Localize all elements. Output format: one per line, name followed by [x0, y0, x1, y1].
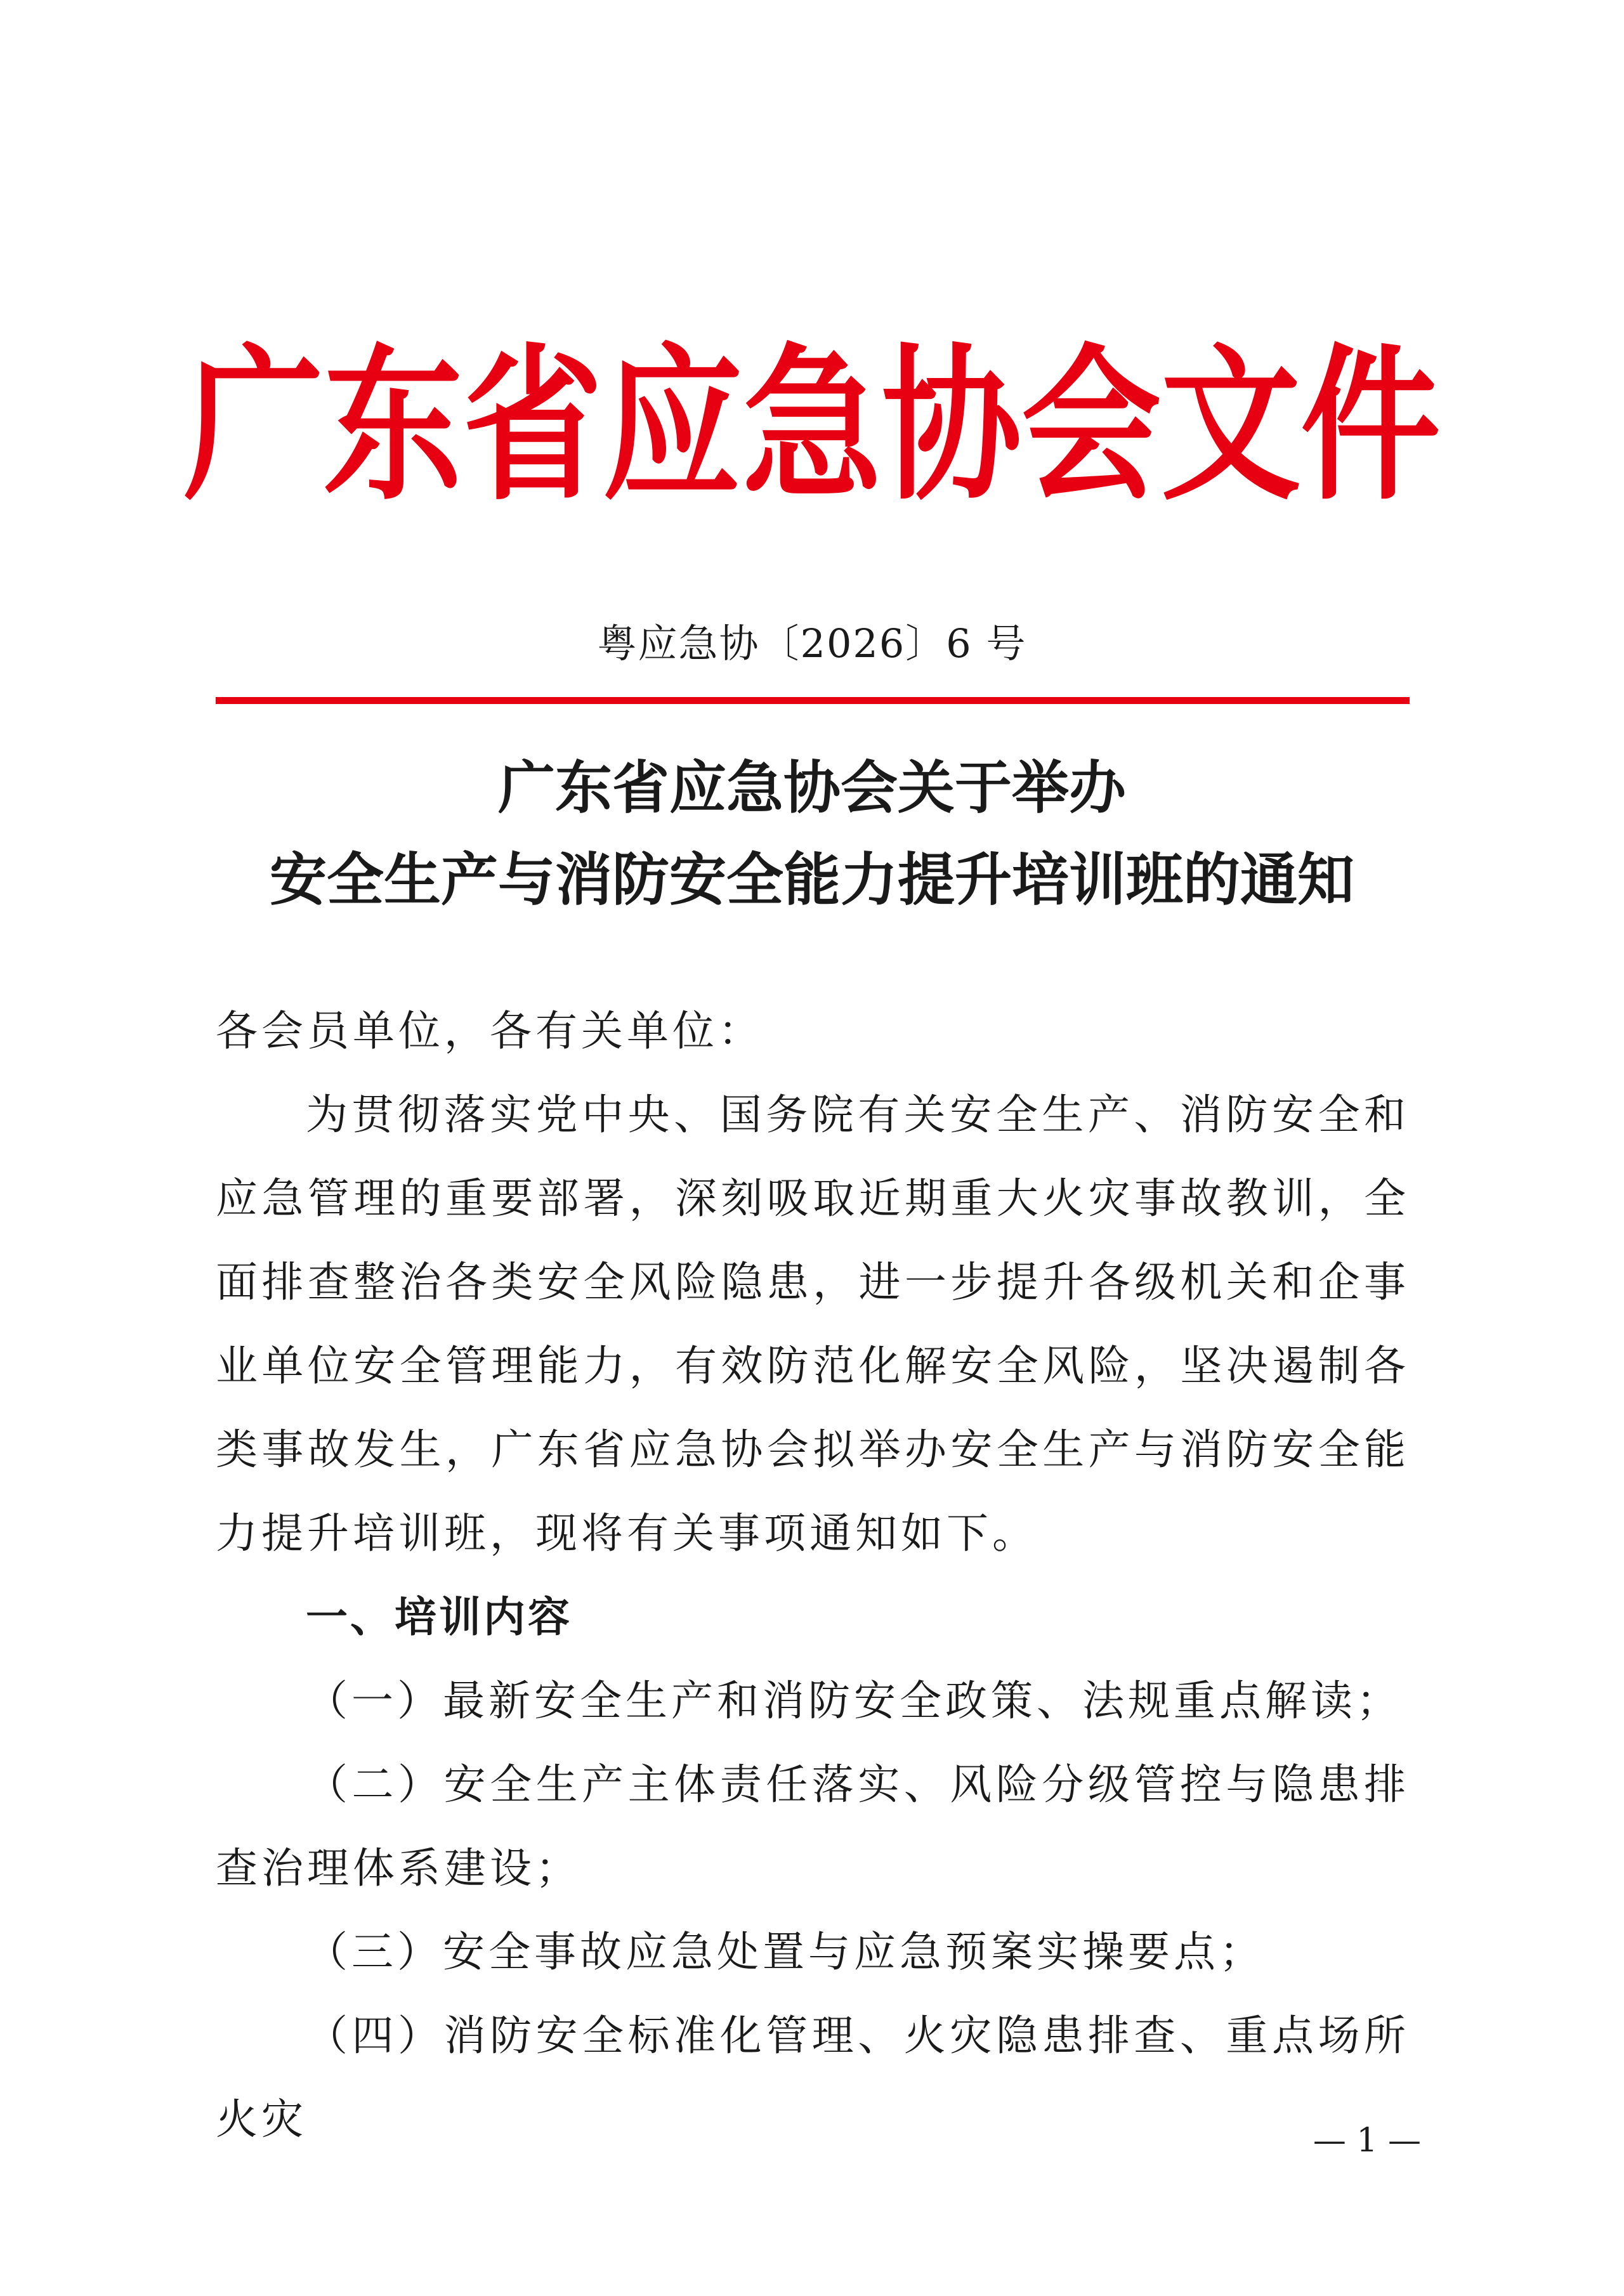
notice-title-line-2: 安全生产与消防安全能力提升培训班的通知	[270, 846, 1354, 913]
document-number: 粤应急协〔2026〕6 号	[597, 620, 1027, 667]
list-item: （四）消防安全标准化管理、火灾隐患排查、重点场所火灾	[216, 2011, 1410, 2144]
list-item: （一）最新安全生产和消防安全政策、法规重点解读；	[306, 1676, 1402, 1725]
list-item: （二）安全生产主体责任落实、风险分级管控与隐患排查治理体系建设；	[216, 1760, 1410, 1893]
page-number: — 1 —	[1313, 2122, 1421, 2160]
red-divider-line	[216, 697, 1410, 704]
section-heading-training-content: 一、培训内容	[306, 1593, 572, 1641]
salutation: 各会员单位，各有关单位：	[216, 1007, 764, 1055]
masthead-title: 广东省应急协会文件	[183, 327, 1441, 523]
notice-title-line-1: 广东省应急协会关于举办	[498, 754, 1126, 821]
notice-title	[0, 742, 1624, 926]
intro-paragraph: 为贯彻落实党中央、国务院有关安全生产、消防安全和应急管理的重要部署，深刻吸取近期重大火灾事故教训，全面排查整治各类安全风险隐患，进一步提升各级机关和企事业单位安全管理能力，有效防范化解安全风险，坚决遏制各类事故发生，广东省应急协会拟举办安全生产与消防安全能力提升培训班，现将有关事项通知如下。	[216, 1090, 1410, 1558]
training-content-list	[216, 1659, 1410, 2162]
list-item: （三）安全事故应急处置与应急预案实操要点；	[306, 1927, 1265, 1976]
